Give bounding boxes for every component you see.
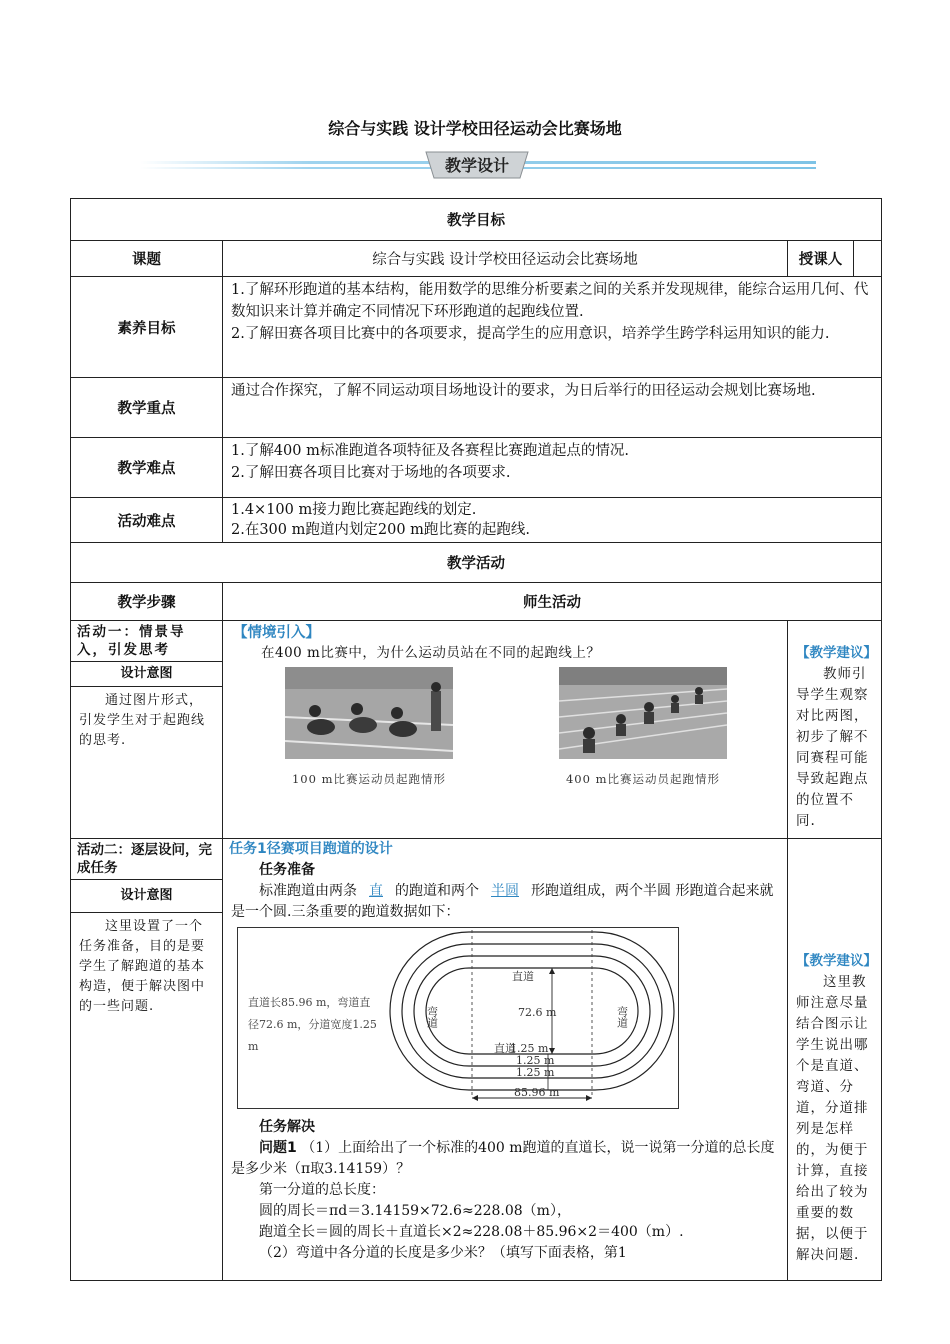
literacy-label: 素养目标 (71, 277, 223, 378)
label-lane-2: 1.25 m (516, 1054, 555, 1067)
ans-line-1: 圆的周长＝πd＝3.14159×72.6≈228.08（m）， (259, 1203, 571, 1219)
activity-difficulty-list (223, 498, 882, 543)
act2-task-title: 任务1径赛项目跑道的设计 (229, 841, 393, 857)
difficulty-line-2: 2.了解田赛各项目比赛对于场地的各项要求. (231, 465, 511, 481)
ans-intro: 第一分道的总长度： (259, 1182, 385, 1198)
act2-prep-label: 任务准备 (259, 862, 315, 878)
activity-difficulty-line-2: 2.在300 m跑道内划定200 m跑比赛的起跑线. (231, 522, 531, 538)
act2-side (71, 839, 223, 1281)
track-diagram (388, 928, 676, 1108)
act2-tip-text: 这里教师注意尽量结合图示让学生说出哪个是直道、弯道、分道，分道排列是怎样的，为便于计算，直接给出了较为重要的数据，以便于解决问题. (796, 974, 869, 1263)
prep-text-c: 形跑道组成，两个半圆 形跑道合起来就是一个圆.三条重要的跑道数据如下： (231, 883, 774, 920)
photo-400m (559, 667, 727, 787)
act2-tip-title: 【教学建议】 (796, 953, 877, 969)
activity-difficulty-line-1: 1.4×100 m接力跑比赛起跑线的划定. (231, 502, 477, 518)
label-straight-top: 直道 (512, 970, 534, 983)
caption-400m: 400 m比赛运动员起跑情形 (565, 772, 720, 786)
label-lane-3: 1.25 m (516, 1066, 555, 1079)
act1-tip-title: 【教学建议】 (796, 645, 877, 661)
caption-100m: 100 m比赛运动员起跑情形 (291, 772, 446, 786)
photo-100m-image (285, 667, 453, 759)
difficulty-list (223, 438, 882, 498)
act2-intent-text: 这里设置了一个任务准备，目的是要学生了解跑道的基本构造，便于解决图中的一些问题. (79, 919, 206, 1014)
act1-tip-text: 教师引导学生观察对比两图，初步了解不同赛程可能导致起跑点的位置不同. (796, 666, 869, 829)
act2-title: 活动二：逐层设问，完成任务 (71, 839, 222, 880)
q1-text: （1）上面给出了一个标准的400 m跑道的直道长，说一说第一分道的总长度是多少米（π取3.14159）？ (231, 1140, 775, 1177)
key-label: 教学重点 (71, 378, 223, 438)
prep-text-b: 的跑道和两个 (395, 883, 479, 899)
activities-section-title: 教学活动 (71, 543, 882, 583)
label-length: 85.96 m (514, 1086, 560, 1099)
ans-line-2: 跑道全长＝圆的周长＋直道长×2≈228.08＋85.96×2＝400（m）. (259, 1224, 684, 1240)
track-figure (237, 927, 679, 1109)
photo-100m (285, 667, 453, 787)
act1-tip (788, 621, 882, 839)
topic-value: 综合与实践 设计学校田径运动会比赛场地 (223, 241, 788, 277)
act1-question: 在400 m比赛中，为什么运动员站在不同的起跑线上？ (261, 645, 601, 661)
blank-semicircle: 半圆 (491, 883, 519, 899)
label-diameter: 72.6 m (518, 1006, 557, 1019)
act1-tag: 【情境引入】 (233, 625, 320, 641)
photo-400m-image (559, 667, 727, 759)
literacy-goals (223, 277, 882, 378)
teacher-value (854, 241, 882, 277)
q1-label: 问题1 (259, 1140, 297, 1156)
key-text: 通过合作探究，了解不同运动项目场地设计的要求，为日后举行的田径运动会规划比赛场地. (223, 378, 882, 438)
label-straight-bottom: 直道 (494, 1042, 516, 1055)
label-curve-left: 弯道 (425, 1006, 439, 1028)
act1-main (223, 621, 788, 839)
act1-intent-label: 设计意图 (71, 662, 222, 687)
act2-q2: （2）弯道中各分道的长度是多少米？（填写下面表格，第1 (259, 1245, 627, 1261)
act2-q1 (223, 1138, 787, 1180)
col-activities: 师生活动 (223, 583, 882, 621)
act2-main (223, 839, 788, 1281)
col-steps: 教学步骤 (71, 583, 223, 621)
figure-note: 直道长85.96 m，弯道直径72.6 m，分道宽度1.25 m (248, 996, 377, 1053)
banner-label: 教学设计 (444, 156, 510, 175)
literacy-line-2: 2.了解田赛各项目比赛中的各项要求，提高学生的应用意识，培养学生跨学科运用知识的能力. (231, 326, 830, 342)
difficulty-line-1: 1.了解400 m标准跑道各项特征及各赛程比赛跑道起点的情况. (231, 443, 629, 459)
section-banner (140, 150, 816, 180)
difficulty-label: 教学难点 (71, 438, 223, 498)
act2-prep-text (223, 881, 787, 923)
blank-straight: 直 (369, 883, 383, 899)
act2-solve-label: 任务解决 (259, 1119, 315, 1135)
lesson-plan-table (70, 198, 882, 1281)
act1-side (71, 621, 223, 839)
topic-label: 课题 (71, 241, 223, 277)
act1-intent-text: 通过图片形式，引发学生对于起跑线的思考. (79, 693, 206, 748)
activity-difficulty-label: 活动难点 (71, 498, 223, 543)
act1-title: 活动一：情景导入，引发思考 (71, 621, 222, 662)
label-lane-1: 1.25 m (510, 1042, 549, 1055)
act2-intent-label: 设计意图 (71, 880, 222, 913)
teacher-label: 授课人 (788, 241, 854, 277)
act2-tip (788, 839, 882, 1281)
literacy-line-1: 1.了解环形跑道的基本结构，能用数学的思维分析要素之间的关系并发现规律，能综合运用几何、代数知识来计算并确定不同情况下环形跑道的起跑线位置. (231, 282, 869, 320)
prep-text-a: 标准跑道由两条 (259, 883, 357, 899)
goals-section-title: 教学目标 (71, 199, 882, 241)
page-title: 综合与实践 设计学校田径运动会比赛场地 (328, 119, 622, 138)
label-curve-right: 弯道 (615, 1006, 629, 1028)
